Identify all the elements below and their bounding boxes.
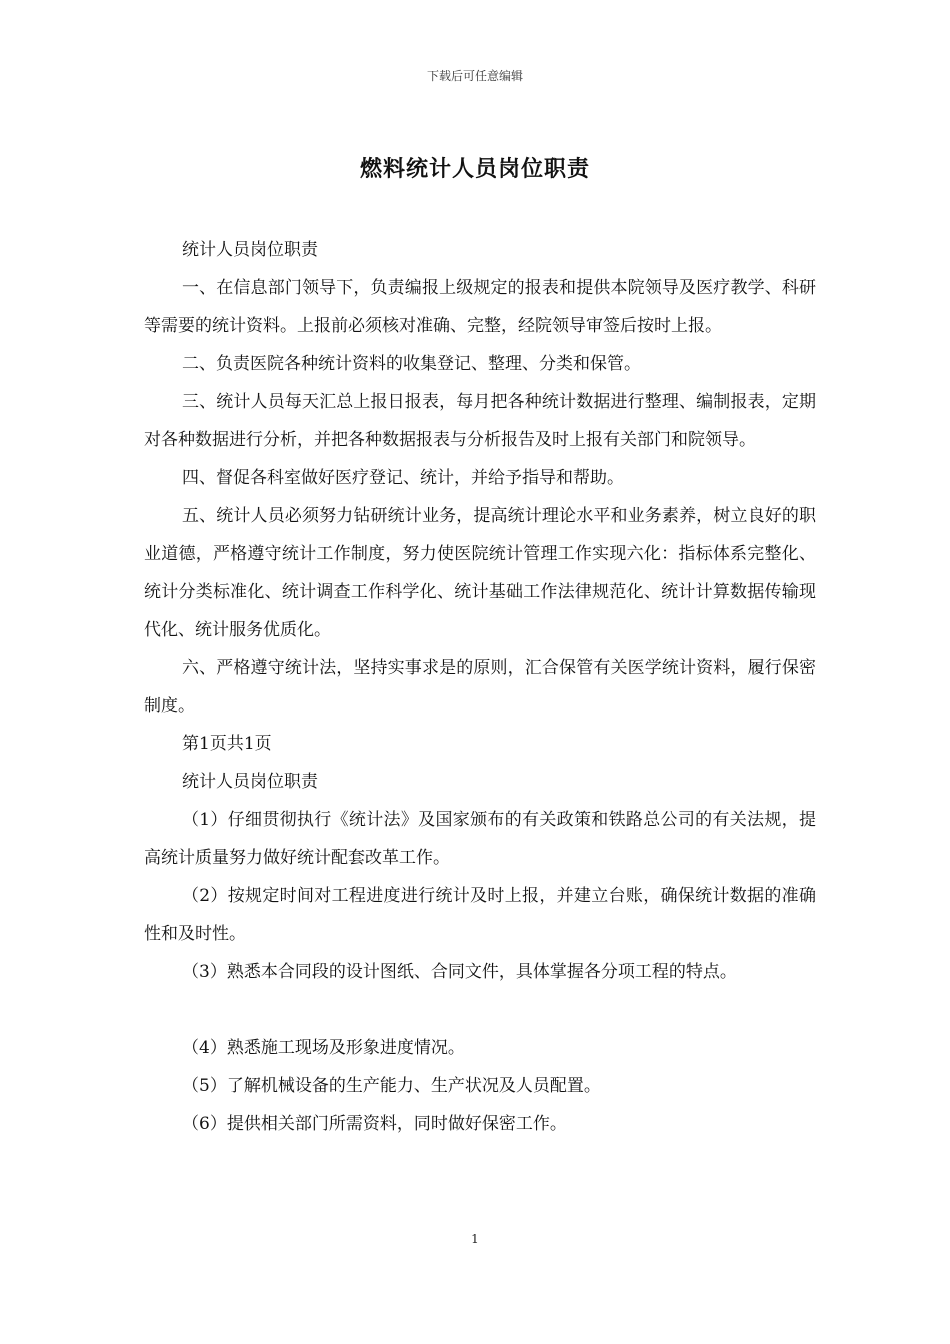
page-number: 1 xyxy=(471,1232,479,1246)
duty-item-3: （3）熟悉本合同段的设计图纸、合同文件，具体掌握各分项工程的特点。 xyxy=(182,962,737,982)
duty-item-5: （5）了解机械设备的生产能力、生产状况及人员配置。 xyxy=(182,1076,601,1096)
paragraph-item-2: 二、负责医院各种统计资料的收集登记、整理、分类和保管。 xyxy=(182,354,641,374)
paragraph-item-1: 一、在信息部门领导下，负责编报上级规定的报表和提供本院领导及医疗教学、科研等需要的统计资料。上报前必须核对准确、完整，经院领导审签后按时上报。 xyxy=(144,278,816,336)
duty-item-1: （1）仔细贯彻执行《统计法》及国家颁布的有关政策和铁路总公司的有关法规，提高统计质量努力做好统计配套改革工作。 xyxy=(144,810,816,868)
duty-item-4: （4）熟悉施工现场及形象进度情况。 xyxy=(182,1038,465,1058)
duty-item-6: （6）提供相关部门所需资料，同时做好保密工作。 xyxy=(182,1114,567,1134)
paragraph-item-3: 三、统计人员每天汇总上报日报表，每月把各种统计数据进行整理、编制报表，定期对各种数据进行分析，并把各种数据报表与分析报告及时上报有关部门和院领导。 xyxy=(144,392,816,450)
paragraph-item-5: 五、统计人员必须努力钻研统计业务，提高统计理论水平和业务素养，树立良好的职业道德，严格遵守统计工作制度，努力使医院统计管理工作实现六化：指标体系完整化、统计分类标准化、统计调查工作科学化、统计基础工作法律规范化、统计计算数据传输现代化、统计服务优质化。 xyxy=(144,506,816,640)
duty-item-2: （2）按规定时间对工程进度进行统计及时上报，并建立台账，确保统计数据的准确性和及时性。 xyxy=(144,886,816,944)
page-count-text: 第1页共1页 xyxy=(182,734,272,754)
document-body xyxy=(144,231,816,1143)
header-note: 下载后可任意编辑 xyxy=(426,69,523,83)
paragraph-item-4: 四、督促各科室做好医疗登记、统计，并给予指导和帮助。 xyxy=(182,468,624,488)
section-heading: 统计人员岗位职责 xyxy=(182,240,318,260)
document-title: 燃料统计人员岗位职责 xyxy=(359,156,590,182)
paragraph-item-6: 六、严格遵守统计法，坚持实事求是的原则，汇合保管有关医学统计资料，履行保密制度。 xyxy=(144,658,816,716)
section-heading-2: 统计人员岗位职责 xyxy=(182,772,318,792)
